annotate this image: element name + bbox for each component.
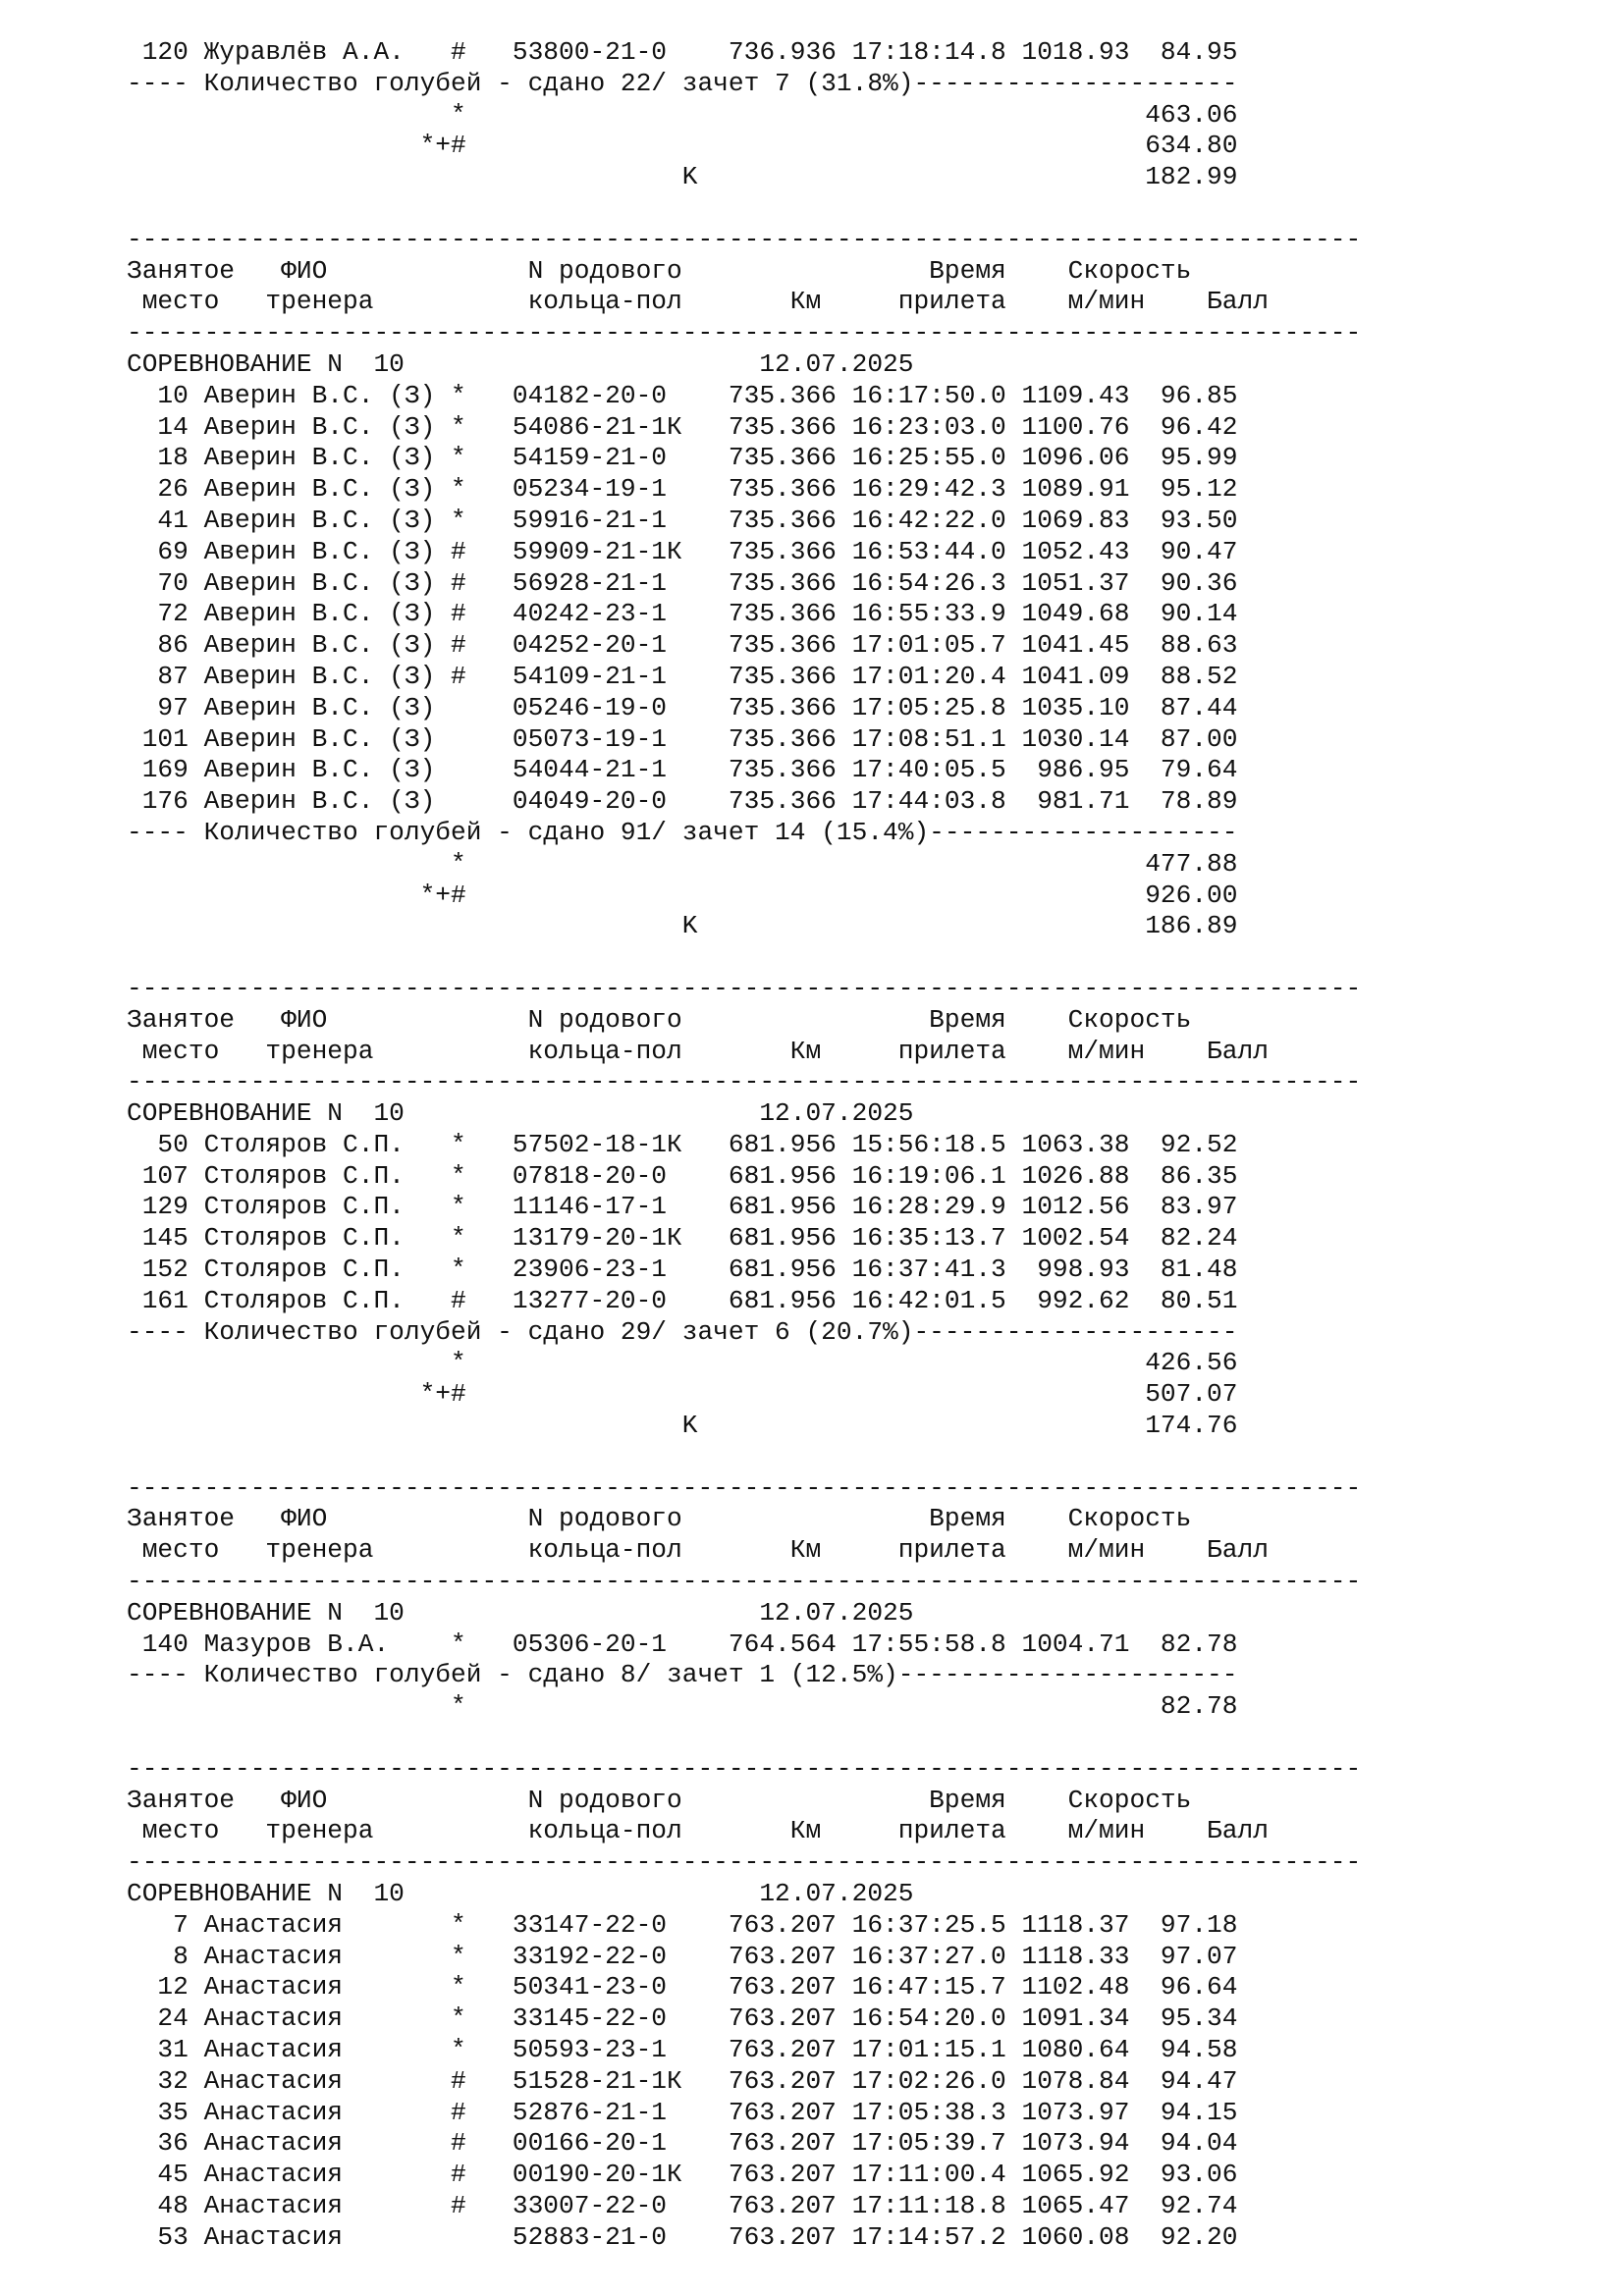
total-star: * 82.78 xyxy=(127,1691,1238,1722)
result-row: 87 Аверин В.С. (З) # 54109-21-1 735.366 17:01:20.4 1041.09 88.52 xyxy=(127,661,1238,691)
rule: -------------------------------------------------------------------------------- xyxy=(127,973,1362,1003)
results-section xyxy=(127,974,1599,1442)
rule: -------------------------------------------------------------------------------- xyxy=(127,1472,1362,1503)
total-star-plus-hash: *+# 926.00 xyxy=(127,880,1238,910)
results-document xyxy=(127,37,1599,2254)
results-section xyxy=(127,1754,1599,2254)
result-row: 86 Аверин В.С. (З) # 04252-20-1 735.366 17:01:05.7 1041.45 88.63 xyxy=(127,630,1238,661)
competition-title: СОРЕВНОВАНИЕ N 10 12.07.2025 xyxy=(127,1098,914,1129)
result-row: 14 Аверин В.С. (З) * 54086-21-1К 735.366 16:23:03.0 1100.76 96.42 xyxy=(127,411,1238,442)
column-header-row-1: Занятое ФИО N родового Время Скорость xyxy=(127,1504,1192,1534)
rule: -------------------------------------------------------------------------------- xyxy=(127,1847,1362,1878)
results-section xyxy=(127,37,1599,193)
result-row: 26 Аверин В.С. (З) * 05234-19-1 735.366 16:29:42.3 1089.91 95.12 xyxy=(127,474,1238,505)
result-row: 12 Анастасия * 50341-23-0 763.207 16:47:15.7 1102.48 96.64 xyxy=(127,1972,1238,2002)
result-row: 7 Анастасия * 33147-22-0 763.207 16:37:25.5 1118.37 97.18 xyxy=(127,1909,1238,1940)
result-row: 24 Анастасия * 33145-22-0 763.207 16:54:20.0 1091.34 95.34 xyxy=(127,2003,1238,2034)
rule: -------------------------------------------------------------------------------- xyxy=(127,1067,1362,1097)
result-row: 48 Анастасия # 33007-22-0 763.207 17:11:18.8 1065.47 92.74 xyxy=(127,2190,1238,2220)
column-header-row-2: место тренера кольца-пол Км прилета м/мин Балл xyxy=(127,1535,1269,1566)
result-row: 152 Столяров С.П. * 23906-23-1 681.956 16:37:41.3 998.93 81.48 xyxy=(127,1255,1238,1285)
competition-title: СОРЕВНОВАНИЕ N 10 12.07.2025 xyxy=(127,348,914,379)
result-row: 45 Анастасия # 00190-20-1К 763.207 17:11:00.4 1065.92 93.06 xyxy=(127,2160,1238,2190)
column-header-row-2: место тренера кольца-пол Км прилета м/мин Балл xyxy=(127,1036,1269,1066)
pigeon-count-summary: ---- Количество голубей - сдано 22/ зачет 7 (31.8%)--------------------- xyxy=(127,68,1238,98)
column-header-row-1: Занятое ФИО N родового Время Скорость xyxy=(127,1004,1192,1035)
result-row: 31 Анастасия * 50593-23-1 763.207 17:01:15.1 1080.64 94.58 xyxy=(127,2035,1238,2064)
total-star-plus-hash: *+# 507.07 xyxy=(127,1379,1238,1410)
column-header-row-1: Занятое ФИО N родового Время Скорость xyxy=(127,255,1192,286)
total-star: * 463.06 xyxy=(127,99,1238,130)
result-row: 18 Аверин В.С. (З) * 54159-21-0 735.366 16:25:55.0 1096.06 95.99 xyxy=(127,443,1238,473)
pigeon-count-summary: ---- Количество голубей - сдано 8/ зачет 1 (12.5%)---------------------- xyxy=(127,1660,1238,1690)
result-row: 32 Анастасия # 51528-21-1К 763.207 17:02:26.0 1078.84 94.47 xyxy=(127,2065,1238,2096)
competition-title: СОРЕВНОВАНИЕ N 10 12.07.2025 xyxy=(127,1597,914,1628)
result-row: 120 Журавлёв А.А. # 53800-21-0 736.936 17:18:14.8 1018.93 84.95 xyxy=(127,37,1238,67)
result-row: 101 Аверин В.С. (З) 05073-19-1 735.366 17:08:51.1 1030.14 87.00 xyxy=(127,723,1238,754)
results-section xyxy=(127,225,1599,942)
rule: -------------------------------------------------------------------------------- xyxy=(127,224,1362,254)
result-row: 41 Аверин В.С. (З) * 59916-21-1 735.366 16:42:22.0 1069.83 93.50 xyxy=(127,505,1238,535)
total-star-plus-hash: *+# 634.80 xyxy=(127,131,1238,161)
result-row: 35 Анастасия # 52876-21-1 763.207 17:05:38.3 1073.97 94.15 xyxy=(127,2097,1238,2127)
rule: -------------------------------------------------------------------------------- xyxy=(127,1753,1362,1784)
rule: -------------------------------------------------------------------------------- xyxy=(127,1567,1362,1597)
result-row: 145 Столяров С.П. * 13179-20-1К 681.956 16:35:13.7 1002.54 82.24 xyxy=(127,1223,1238,1254)
result-row: 10 Аверин В.С. (З) * 04182-20-0 735.366 16:17:50.0 1109.43 96.85 xyxy=(127,380,1238,410)
column-header-row-1: Занятое ФИО N родового Время Скорость xyxy=(127,1785,1192,1815)
rule: -------------------------------------------------------------------------------- xyxy=(127,318,1362,348)
result-row: 129 Столяров С.П. * 11146-17-1 681.956 16:28:29.9 1012.56 83.97 xyxy=(127,1192,1238,1222)
result-row: 169 Аверин В.С. (З) 54044-21-1 735.366 17:40:05.5 986.95 79.64 xyxy=(127,755,1238,785)
result-row: 8 Анастасия * 33192-22-0 763.207 16:37:27.0 1118.33 97.07 xyxy=(127,1941,1238,1971)
result-row: 140 Мазуров В.А. * 05306-20-1 764.564 17:55:58.8 1004.71 82.78 xyxy=(127,1629,1238,1659)
column-header-row-2: место тренера кольца-пол Км прилета м/мин Балл xyxy=(127,287,1269,317)
result-row: 107 Столяров С.П. * 07818-20-0 681.956 16:19:06.1 1026.88 86.35 xyxy=(127,1160,1238,1191)
total-star: * 477.88 xyxy=(127,848,1238,879)
result-row: 50 Столяров С.П. * 57502-18-1К 681.956 15:56:18.5 1063.38 92.52 xyxy=(127,1129,1238,1159)
pigeon-count-summary: ---- Количество голубей - сдано 91/ зачет 14 (15.4%)-------------------- xyxy=(127,817,1238,847)
pigeon-count-summary: ---- Количество голубей - сдано 29/ зачет 6 (20.7%)--------------------- xyxy=(127,1316,1238,1347)
total-k: K 186.89 xyxy=(127,911,1238,941)
result-row: 36 Анастасия # 00166-20-1 763.207 17:05:39.7 1073.94 94.04 xyxy=(127,2128,1238,2159)
result-row: 70 Аверин В.С. (З) # 56928-21-1 735.366 16:54:26.3 1051.37 90.36 xyxy=(127,567,1238,598)
result-row: 72 Аверин В.С. (З) # 40242-23-1 735.366 16:55:33.9 1049.68 90.14 xyxy=(127,599,1238,629)
total-k: K 182.99 xyxy=(127,162,1238,192)
result-row: 161 Столяров С.П. # 13277-20-0 681.956 16:42:01.5 992.62 80.51 xyxy=(127,1285,1238,1315)
column-header-row-2: место тренера кольца-пол Км прилета м/мин Балл xyxy=(127,1816,1269,1846)
total-star: * 426.56 xyxy=(127,1348,1238,1378)
total-k: K 174.76 xyxy=(127,1411,1238,1441)
result-row: 97 Аверин В.С. (З) 05246-19-0 735.366 17:05:25.8 1035.10 87.44 xyxy=(127,692,1238,722)
result-row: 53 Анастасия 52883-21-0 763.207 17:14:57.2 1060.08 92.20 xyxy=(127,2221,1238,2252)
competition-title: СОРЕВНОВАНИЕ N 10 12.07.2025 xyxy=(127,1879,914,1909)
result-row: 69 Аверин В.С. (З) # 59909-21-1К 735.366 16:53:44.0 1052.43 90.47 xyxy=(127,536,1238,566)
result-row: 176 Аверин В.С. (З) 04049-20-0 735.366 17:44:03.8 981.71 78.89 xyxy=(127,786,1238,817)
results-section xyxy=(127,1473,1599,1723)
